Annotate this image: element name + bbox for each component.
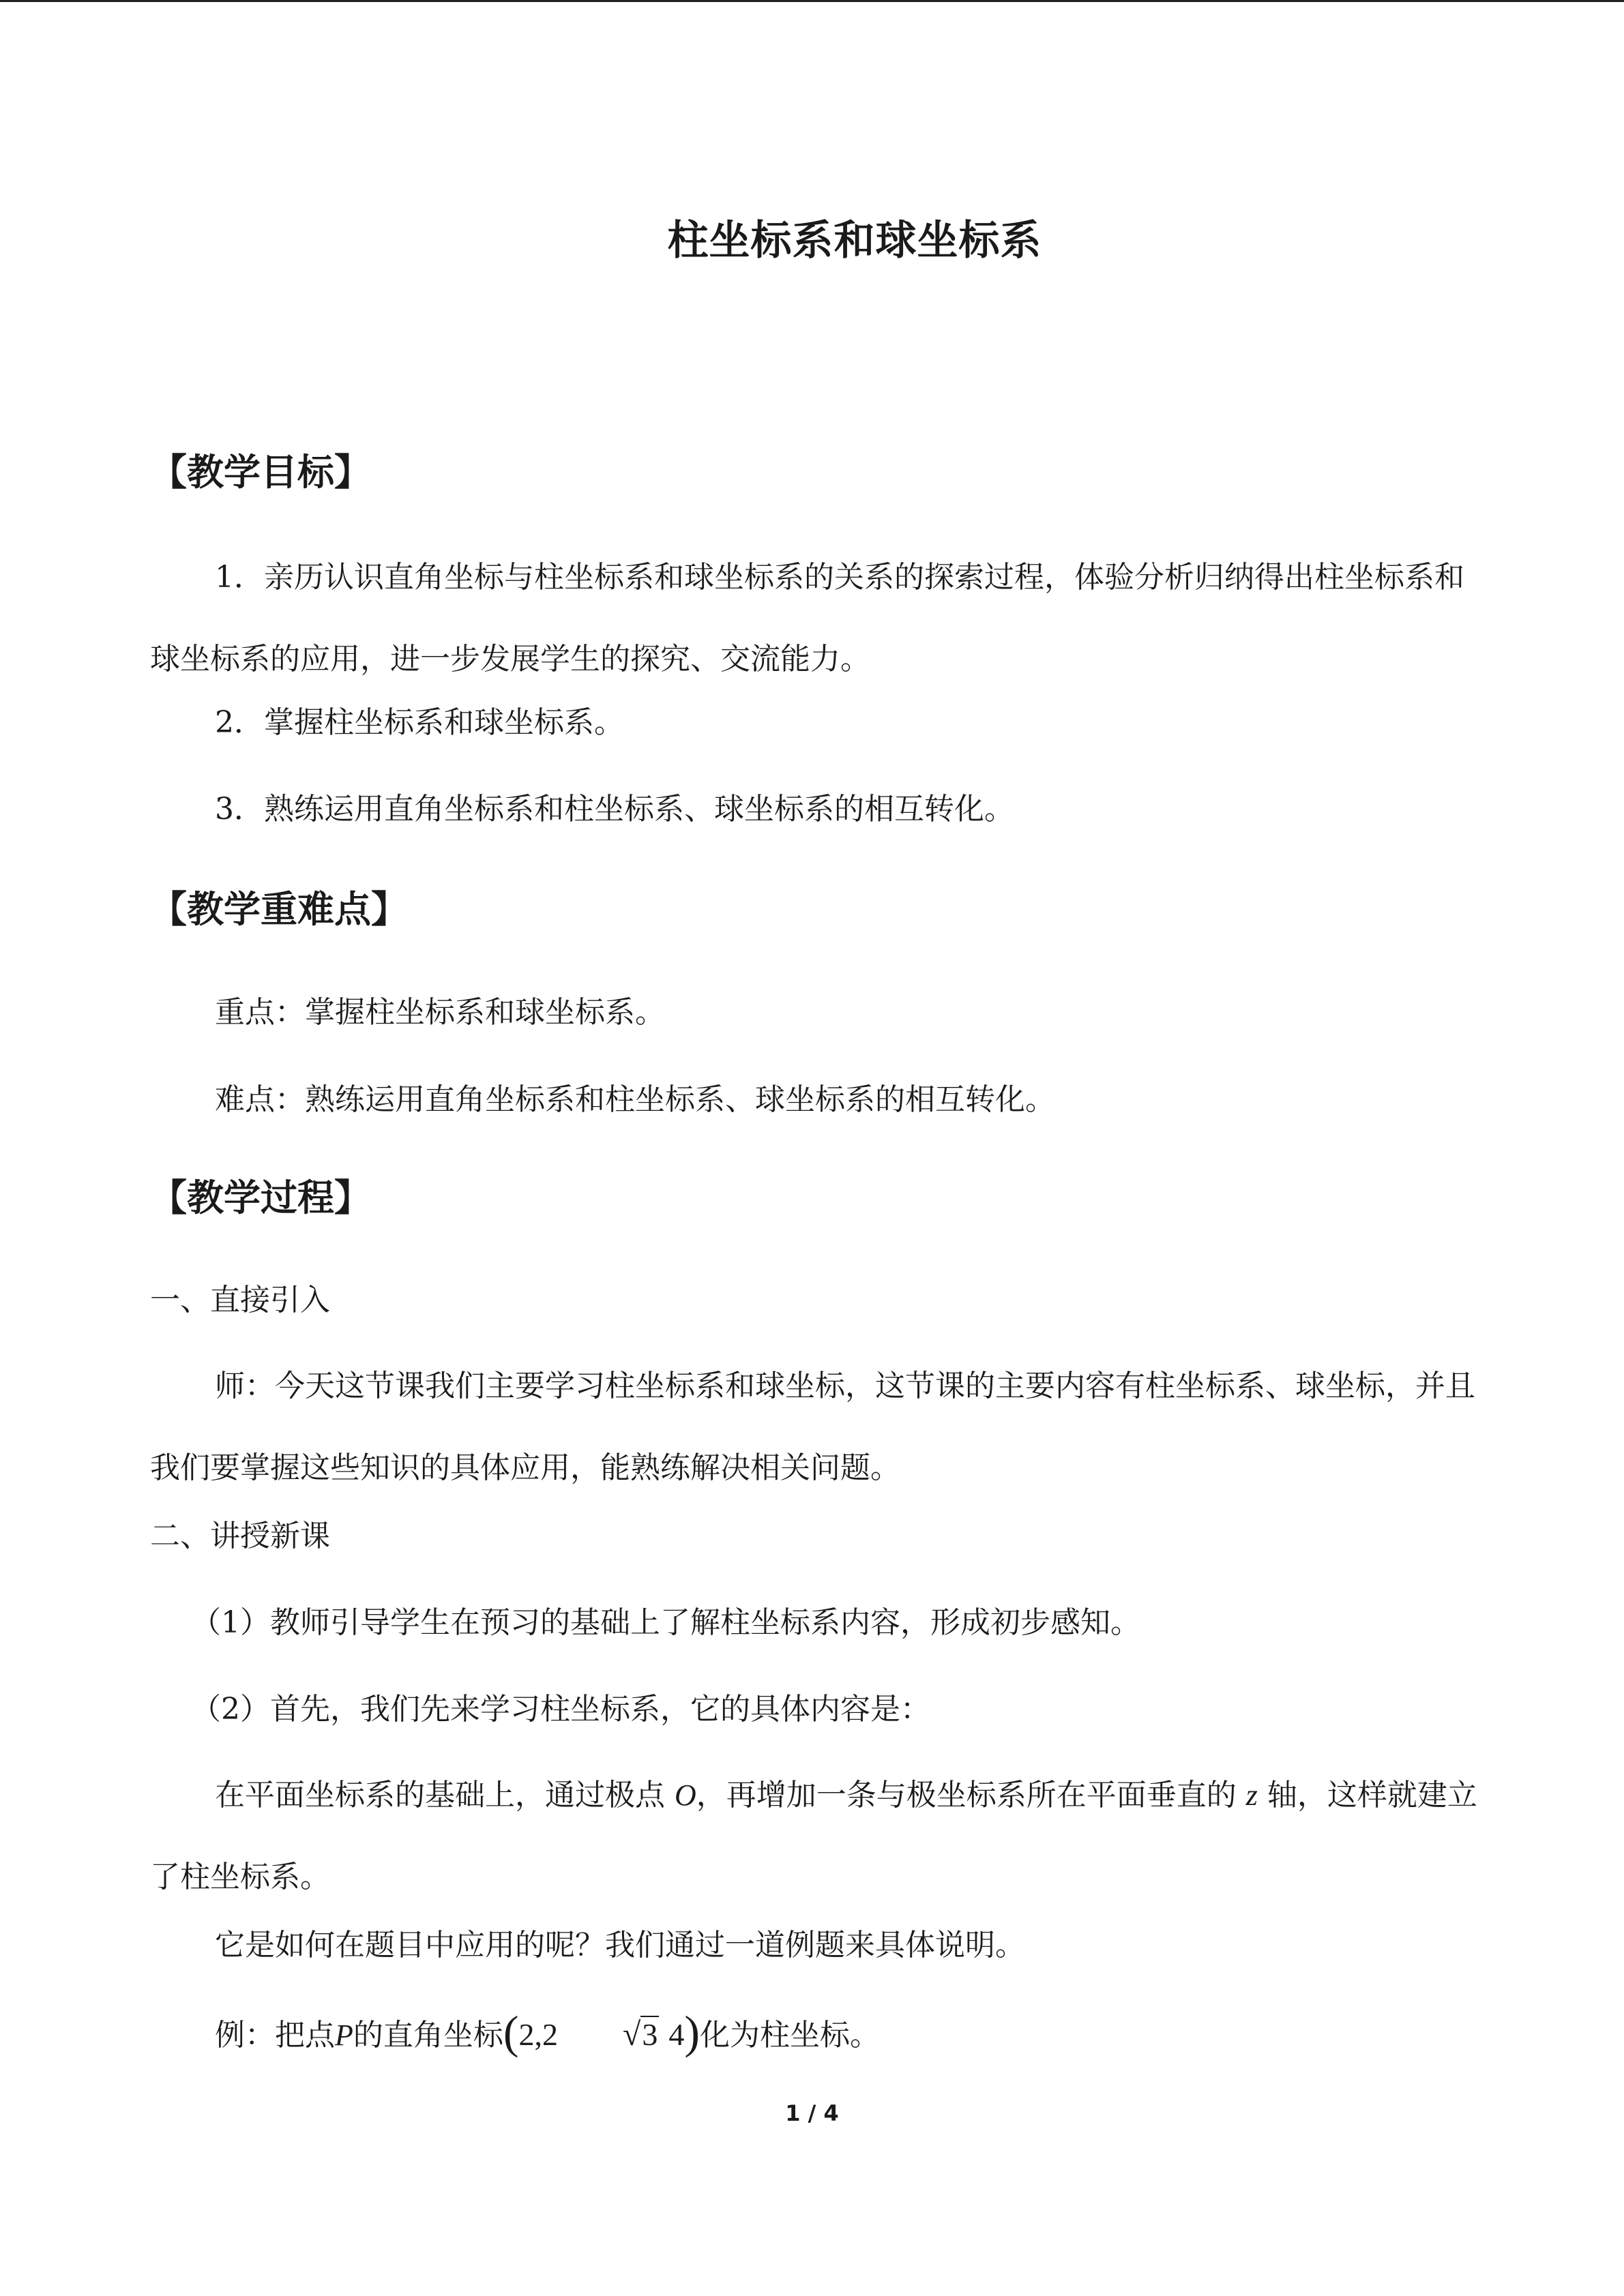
objective-3: 3．熟练运用直角坐标系和柱坐标系、球坐标系的相互转化。 xyxy=(215,792,1014,826)
cylindrical-definition xyxy=(150,1755,1480,1918)
teacher-intro: 师：今天这节课我们主要学习柱坐标系和球坐标，这节课的主要内容有柱坐标系、球坐标，并且我们要掌握这些知识的具体应用，能熟练解决相关问题。 xyxy=(150,1369,1475,1485)
heading-key-difficult-points: 【教学重难点】 xyxy=(150,888,408,931)
right-paren: ) xyxy=(684,2006,700,2058)
key-point-difficulty: 难点：熟练运用直角坐标系和柱坐标系、球坐标系的相互转化。 xyxy=(215,1082,1055,1117)
example-text-1: 例：把点 xyxy=(215,2018,335,2053)
heading-teaching-objectives: 【教学目标】 xyxy=(150,451,371,494)
z-axis-symbol: z xyxy=(1245,1778,1258,1812)
objective-2: 2．掌握柱坐标系和球坐标系。 xyxy=(215,705,624,740)
coordinate-tail: 4 xyxy=(668,2017,685,2052)
example-text-3: 化为柱坐标。 xyxy=(700,2018,881,2053)
top-border xyxy=(0,0,1624,2)
application-question: 它是如何在题目中应用的呢？我们通过一道例题来具体说明。 xyxy=(215,1928,1025,1963)
left-paren: ( xyxy=(503,2006,519,2058)
sqrt-symbol: √ xyxy=(623,2016,641,2053)
section-direct-intro: 一、直接引入 xyxy=(150,1283,330,1317)
definition-text-3: 轴，这样就建立了柱坐标系。 xyxy=(150,1778,1477,1894)
point-p-symbol: P xyxy=(335,2018,353,2052)
lesson-step-2: （2）首先，我们先来学习柱坐标系，它的具体内容是： xyxy=(191,1692,930,1727)
page-number: 1 / 4 xyxy=(785,2100,839,2126)
key-point-focus: 重点：掌握柱坐标系和球坐标系。 xyxy=(215,995,665,1030)
definition-text-1: 在平面坐标系的基础上，通过极点 xyxy=(215,1778,665,1813)
page-title: 柱坐标系和球坐标系 xyxy=(667,217,1042,265)
objective-1: 1．亲历认识直角坐标与柱坐标系和球坐标系的关系的探索过程，体验分析归纳得出柱坐标系和球坐标系的应用，进一步发展学生的探究、交流能力。 xyxy=(150,560,1464,676)
sqrt-expression xyxy=(558,1994,659,2076)
lesson-step-1: （1）教师引导学生在预习的基础上了解柱坐标系内容，形成初步感知。 xyxy=(191,1605,1140,1640)
section-new-lesson: 二、讲授新课 xyxy=(150,1519,330,1553)
example-problem xyxy=(150,1991,1480,2076)
pole-symbol: O xyxy=(675,1778,696,1812)
heading-teaching-process: 【教学过程】 xyxy=(150,1176,371,1219)
coordinate-lead: 2,2 xyxy=(518,2017,559,2052)
example-text-2: 的直角坐标 xyxy=(353,2018,503,2053)
sqrt-radicand: 3 xyxy=(642,2017,658,2052)
definition-text-2: ，再增加一条与极坐标系所在平面垂直的 xyxy=(696,1778,1237,1813)
